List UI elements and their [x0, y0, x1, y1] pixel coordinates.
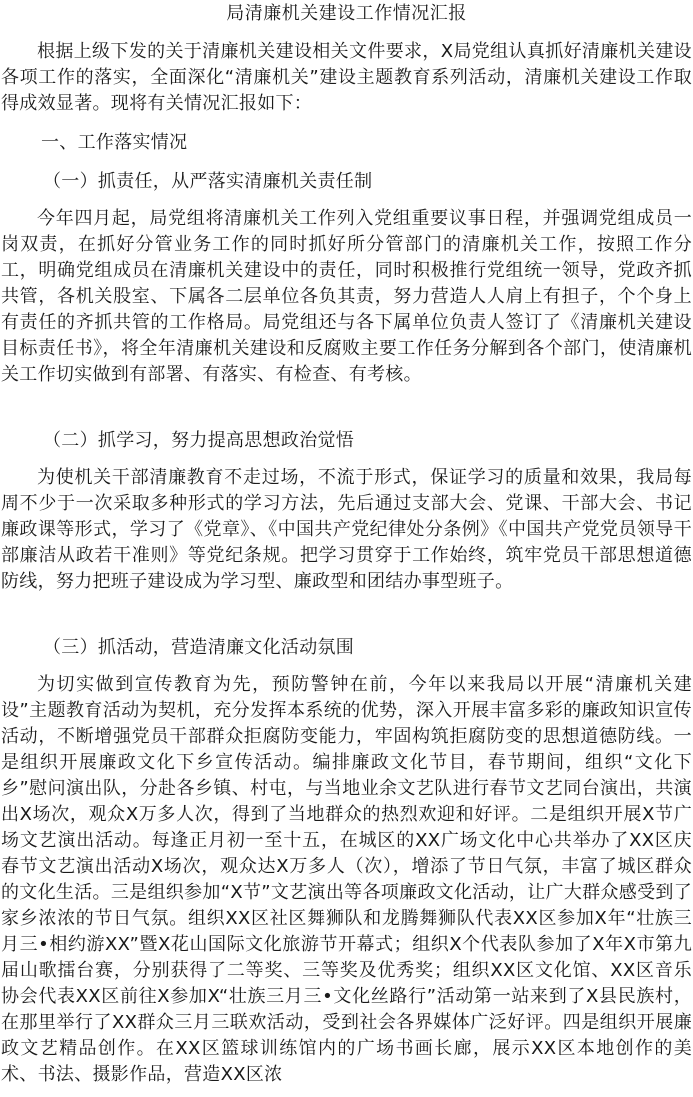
responsibility-paragraph: 今年四月起，局党组将清廉机关工作列入党组重要议事日程，并强调党组成员一岗双责，在抓好分管业务工作的同时抓好所分管部门的清廉机关工作，按照工作分工，明确党组成员在清廉机关建设中的责任，同时积极推行党组统一领导，党政齐抓共管，各机关股室、下属各二层单位各负其责，努力营造人人肩上有担子，个个身上有责任的齐抓共管的工作格局。局党组还与各下属单位负责人签订了《清廉机关建设目标责任书》，将全年清廉机关建设和反腐败主要工作任务分解到各个部门，使清廉机关工作切实做到有部署、有落实、有检查、有考核。: [1, 208, 692, 385]
subsection-heading-activities: （三）抓活动，营造清廉文化活动氛围: [43, 637, 355, 658]
section-heading-work-implementation: 一、工作落实情况: [41, 132, 188, 153]
document-title: 局清廉机关建设工作情况汇报: [226, 3, 467, 24]
activities-paragraph: 为切实做到宣传教育为先，预防警钟在前，今年以来我局以开展“清廉机关建设”主题教育活动为契机，充分发挥本系统的优势，深入开展丰富多彩的廉政知识宣传活动，不断增强党员干部群众拒腐防变能力，牢固构筑拒腐防变的思想道德防线。一是组织开展廉政文化下乡宣传活动。编排廉政文化节目，春节期间，组织“文化下乡”慰问演出队，分赴各乡镇、村屯，与当地业余文艺队进行春节文艺同台演出，共演出X场次，观众X万多人次，得到了当地群众的热烈欢迎和好评。二是组织开展X节广场文艺演出活动。每逢正月初一至十五，在城区的XX广场文化中心共举办了XX区庆春节文艺演出活动X场次，观众达X万多人（次），增添了节日气氛，丰富了城区群众的文化生活。三是组织参加“X节”文艺演出等各项廉政文化活动，让广大群众感受到了家乡浓浓的节日气氛。组织XX区社区舞狮队和龙腾舞狮队代表XX区参加X年“壮族三月三•相约游XX”暨X花山国际文化旅游节开幕式；组织X个代表队参加了X年X市第九届山歌擂台赛，分别获得了二等奖、三等奖及优秀奖；组织XX区文化馆、XX区音乐协会代表XX区前往X参加X“壮族三月三•文化丝路行”活动第一站来到了X县民族村，在那里举行了XX群众三月三联欢活动，受到社会各界媒体广泛好评。四是组织开展廉政文艺精品创作。在XX区篮球训练馆内的广场书画长廊，展示XX区本地创作的美术、书法、摄影作品，营造XX区浓: [1, 674, 692, 1085]
study-paragraph: 为使机关干部清廉教育不走过场，不流于形式，保证学习的质量和效果，我局每周不少于一次采取多种形式的学习方法，先后通过支部大会、党课、干部大会、书记廉政课等形式，学习了《党章》、《中国共产党纪律处分条例》《中国共产党党员领导干部廉洁从政若干准则》等党纪条规。把学习贯穿于工作始终，筑牢党员干部思想道德防线，努力把班子建设成为学习型、廉政型和团结办事型班子。: [1, 467, 692, 592]
subsection-heading-responsibility: （一）抓责任，从严落实清廉机关责任制: [43, 171, 373, 192]
intro-paragraph: 根据上级下发的关于清廉机关建设相关文件要求，X局党组认真抓好清廉机关建设各项工作的落实，全面深化“清廉机关”建设主题教育系列活动，清廉机关建设工作取得成效显著。现将有关情况汇报如下：: [1, 41, 692, 114]
subsection-heading-study: （二）抓学习，努力提高思想政治觉悟: [43, 430, 355, 451]
